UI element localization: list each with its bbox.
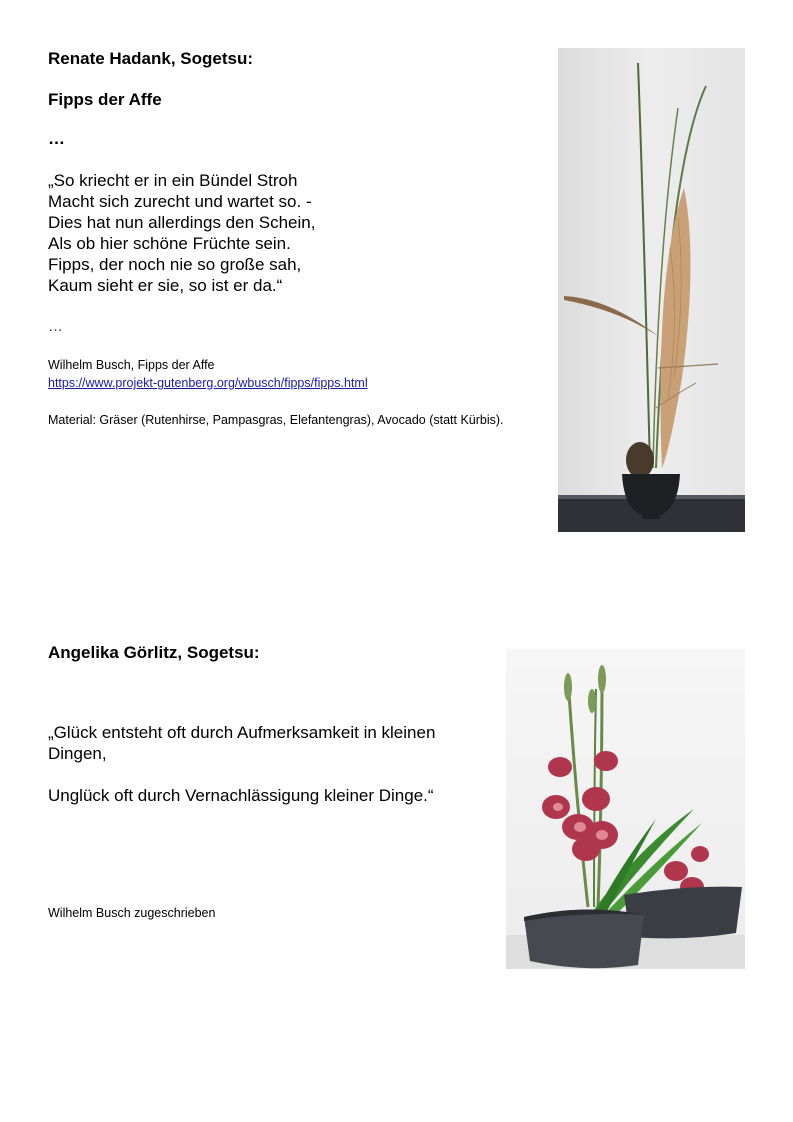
- material-note: Material: Gräser (Rutenhirse, Pampasgras, Elefantengras), Avocado (statt Kürbis).: [48, 413, 504, 427]
- section1-ellipsis-bottom: …: [48, 318, 63, 335]
- poem-line: Fipps, der noch nie so große sah,: [48, 255, 302, 274]
- grass-arrangement-image: [558, 48, 745, 532]
- section1-title-heading: Fipps der Affe: [48, 90, 162, 109]
- gladiolus-arrangement-image: [506, 649, 745, 969]
- quote-line-1: „Glück entsteht oft durch Aufmerksamkeit in kleinen Dingen,: [48, 723, 436, 763]
- section1-poem: [48, 170, 528, 296]
- section2-author-heading: Angelika Görlitz, Sogetsu:: [48, 643, 260, 662]
- poem-line: Dies hat nun allerdings den Schein,: [48, 213, 316, 232]
- section1-author-heading: Renate Hadank, Sogetsu:: [48, 49, 253, 68]
- poem-line: „So kriecht er in ein Bündel Stroh: [48, 171, 298, 190]
- ikebana-gladiolus-photo: [506, 649, 745, 969]
- quote-line-2: Unglück oft durch Vernachlässigung kleiner Dinge.“: [48, 786, 434, 805]
- poem-line: Kaum sieht er sie, so ist er da.“: [48, 276, 283, 295]
- source-citation: Wilhelm Busch, Fipps der Affe: [48, 358, 215, 372]
- gutenberg-link[interactable]: https://www.projekt-gutenberg.org/wbusch/fipps/fipps.html: [48, 376, 368, 390]
- ikebana-grass-photo: [558, 48, 745, 532]
- poem-line: Macht sich zurecht und wartet so. -: [48, 192, 312, 211]
- section1-ellipsis-top: …: [48, 129, 65, 148]
- quote-attribution: Wilhelm Busch zugeschrieben: [48, 906, 216, 920]
- poem-line: Als ob hier schöne Früchte sein.: [48, 234, 291, 253]
